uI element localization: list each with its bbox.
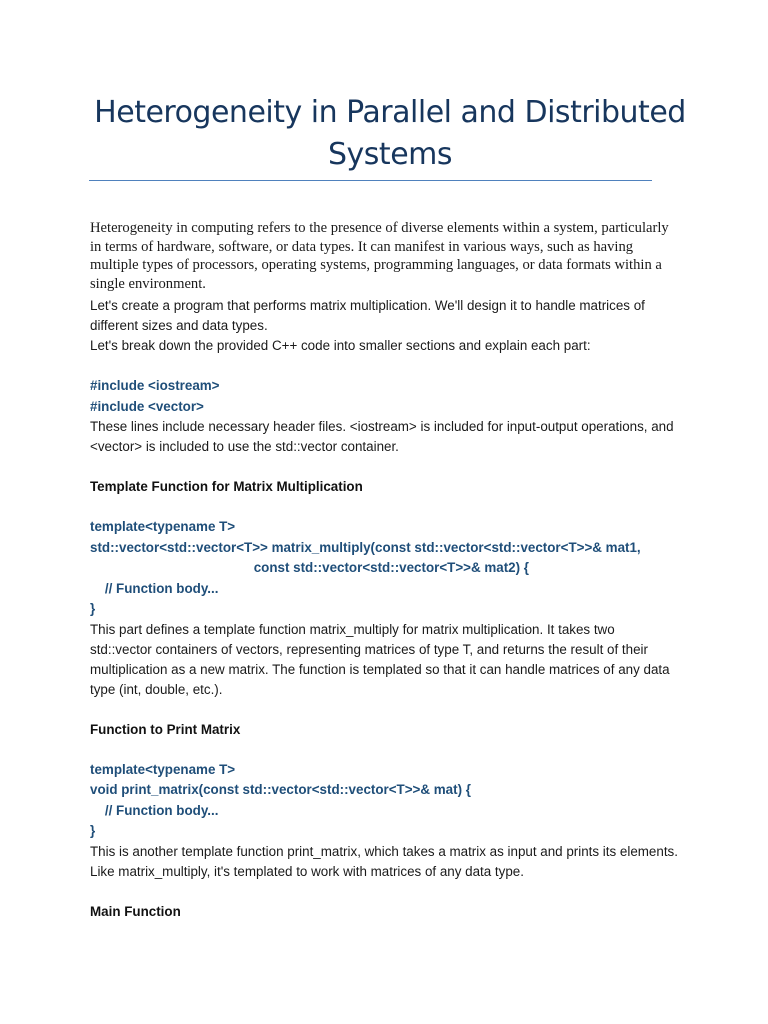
document-body [90, 219, 680, 922]
code-line: #include <iostream> [90, 378, 220, 394]
breakdown-intro-paragraph: Let's break down the provided C++ code into smaller sections and explain each part: [90, 338, 591, 354]
section-heading-main-function: Main Function [90, 903, 181, 919]
code-line: const std::vector<std::vector<T>>& mat2) { [90, 560, 530, 576]
section-heading-print-matrix: Function to Print Matrix [90, 721, 241, 737]
code-line: } [90, 601, 96, 617]
section-heading-matrix-multiply: Template Function for Matrix Multiplication [90, 479, 363, 495]
code-line: // Function body... [90, 802, 219, 818]
code-line: // Function body... [90, 580, 219, 596]
title-underline [89, 180, 652, 181]
print-matrix-explanation: This is another template function print_matrix, which takes a matrix as input and prints its elements. Like matrix_multiply, it's templated to work with matrices of any data type. [90, 843, 678, 879]
code-line: std::vector<std::vector<T>> matrix_multiply(const std::vector<std::vector<T>>& mat1, [90, 539, 641, 555]
matrix-multiply-code-block [90, 517, 680, 620]
includes-explanation: These lines include necessary header files. <iostream> is included for input-output operations, and <vector> is included to use the std::vector container. [90, 419, 674, 455]
code-line: template<typename T> [90, 761, 236, 777]
page-title: Heterogeneity in Parallel and Distributed Systems [94, 95, 686, 172]
program-intro-paragraph: Let's create a program that performs matrix multiplication. We'll design it to handle matrices of different sizes and data types. [90, 298, 645, 334]
code-line: #include <vector> [90, 398, 204, 414]
print-matrix-code-block [90, 760, 680, 842]
intro-paragraph: Heterogeneity in computing refers to the presence of diverse elements within a system, particularly in terms of hardware, software, or data types. It can manifest in various ways, such as having multiple types of processors, operating systems, programming languages, or data formats within a single environment. [90, 220, 669, 292]
code-line: void print_matrix(const std::vector<std::vector<T>>& mat) { [90, 782, 471, 798]
matrix-multiply-explanation: This part defines a template function matrix_multiply for matrix multiplication. It takes two std::vector containers of vectors, representing matrices of type T, and returns the result of their multiplication as a new matrix. The function is templated so that it can handle matrices of any data type (int, double, etc.). [90, 621, 670, 697]
code-line: } [90, 823, 96, 839]
includes-code-block [90, 376, 680, 417]
code-line: template<typename T> [90, 519, 236, 535]
